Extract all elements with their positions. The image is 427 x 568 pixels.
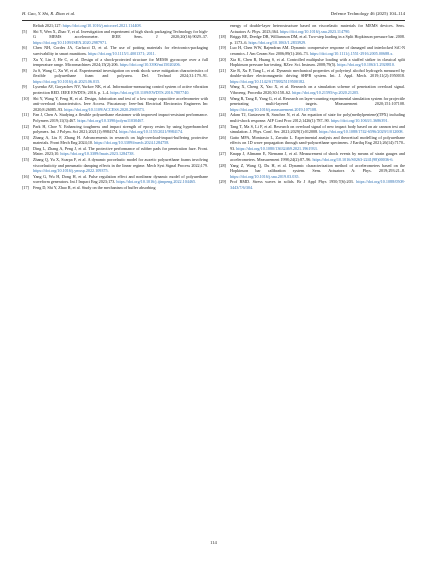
reference-text [230,84,405,95]
reference-text [230,23,405,34]
reference-number: [16] [22,173,29,179]
reference-text [33,45,208,56]
reference-number: [5] [22,28,27,34]
reference-number: [29] [219,179,226,185]
reference-number: [24] [219,112,226,118]
reference-text [33,174,208,185]
reference-entry [22,124,208,135]
reference-body: Shi Y, Wang Y, Feng H, et al. Design, fabrication and test of a low range capacitive accelerometer with anti-overload characteristics. Ieee Access. Piscataway: Ieee-Inst Electrical Electronics Engineers Inc 2020;8:26085–93. [33,95,208,112]
reference-body: Tang T, Ma S, Li F, et al. Research on overload signal of new impact body based on air cannon test and simulation. J. Phys. Conf. Ser. 2021;2029(1):012008. [230,123,405,134]
doi-link[interactable]: https://doi.org/10.1063/1.2928810. [337,62,395,68]
reference-entry [219,135,405,152]
doi-link[interactable]: https://doi.org/10.1115/1.4001371; 2011. [88,50,156,56]
reference-text [33,68,208,85]
reference-entry [22,185,208,191]
reference-text [33,135,208,146]
reference-entry [22,135,208,146]
reference-body: Xu Y, Lin J, He C, et al. Design of a shock-protected structure for MEMS gyroscope over a full temperature range. Micromachines 2024;15(2):206. [33,56,208,68]
reference-number: [19] [219,45,226,51]
doi-link[interactable]: https://doi.org/10.3390/polym11030467. [77,117,145,123]
reference-entry [219,112,405,123]
reference-number: [7] [22,56,27,62]
reference-body: Xia K, Chen R, Huang S, et al. Controlled multipulse loading with a stuffed striker in classical split Hopkinson pressure bar testing. RZev. Sci. Instrum. 2008;79(5). [230,56,405,68]
header-authors: H. Gao, Y. Shi, R. Zhao et al. [22,11,76,16]
reference-text [230,45,405,56]
reference-entry [219,84,405,95]
reference-number: [28] [219,162,226,168]
reference-entry [22,29,208,46]
reference-entry [219,57,405,68]
reference-number: [11] [22,112,29,118]
reference-body: Park H, Choe Y. Enhancing toughness and impact strength of epoxy resins by using hyperbranched polymers. Int. J Polym. Sci 2021;2021(1):9984174. [33,123,208,134]
reference-entry [219,45,405,56]
doi-link[interactable]: https://doi.org/10.1109/ACCESS.2020.2969373. [64,106,145,112]
reference-number: [27] [219,151,226,157]
reference-entry [22,84,208,95]
reference-number: [22] [219,84,226,90]
reference-body: Chen NH, Cordes JA, Carlucci D, et al. The use of potting materials for electronics-packaging survivability in smart munitions. [33,45,208,56]
reference-entry [219,124,405,135]
reference-body: Briggs RE, Dredge DR, Williamson DM, et al. Two-step loading in a Split Hopkinson pressure bar. 2008. p. 1173–6. [230,34,405,45]
reference-body: Xie R, Xu P, Tang L, et al. Dynamic mechanical properties of polyvinyl alcohol hydrogels measured by double-striker electromagnetic driving SHPB system. Int. J. Appl. Mech. 2019;11(2):1950018. [230,67,405,79]
reference-text [33,185,208,191]
reference-text [33,23,208,29]
reference-number: [26] [219,134,226,140]
reference-text [230,151,405,162]
reference-text [230,163,405,180]
doi-link[interactable]: https://doi.org/10.1016/j.ymssp.2022.109375. [33,168,109,174]
page-number: 114 [210,540,217,545]
reference-number: [18] [219,34,226,40]
doi-link[interactable]: https://doi.org/10.3390/mi15020206. [119,62,181,68]
reference-number: [9] [22,84,27,90]
reference-entry [22,57,208,68]
header-divider [22,20,405,21]
reference-entry [219,96,405,113]
reference-entry [219,151,405,162]
reference-entry [22,157,208,174]
page-header [22,11,405,20]
doi-link[interactable]: https://doi.org/10.1016/j.dt.2023.06.015. [33,78,101,84]
doi-link[interactable]: https://doi.org/10.1063/1.2833929. [248,39,307,45]
doi-link[interactable]: https://doi.org/10.1016/j.measurement.2019.107108. [230,106,318,112]
doi-link[interactable]: https://doi.org/10.1088/0508-3443/7/6/304. [230,179,405,190]
reference-number: [21] [219,67,226,73]
reference-body: Zhang A, Liu F, Zhang H. Advancements in research on high-overload-impact-buffering protective materials. Front Mech Eng 2024;10. [33,134,208,146]
reference-text [33,112,208,123]
doi-link[interactable]: https://doi.org/10.1016/j.microrel.2021.114408. [62,23,142,28]
reference-body: Knapp J, Altmann E, Niemann J, et al. Measurement of shock events by means of strain gauges and accelerometers. Measurement 1998;24(2):87–96. [230,151,405,162]
reference-text [33,84,208,95]
reference-text [33,157,208,174]
reference-entry [219,163,405,180]
reference-entry [22,146,208,157]
doi-link[interactable]: https://doi.org/10.1142/S1758825119500182. [230,78,306,84]
reference-number: [6] [22,45,27,51]
doi-link[interactable]: https://doi.org/10.3389/fmech.2024.1284758. [94,140,170,146]
doi-link[interactable]: https://doi.org/10.1109/EWDTS.2016.7807740. [110,89,190,95]
reference-number: [14] [22,145,29,151]
doi-link[interactable]: https://doi.org/10.1080/13632469.2021.1961933. [236,145,318,151]
reference-body: Fan J, Chen A. Studying a flexible polyurethane elastomer with improved impact-resistant performance. Polymers 2019;11(3):467. [33,112,208,123]
reference-text [230,179,405,190]
reference-body: Lysenko AV, Goryachev NV, Yurkov NK, et al. Information-measuring control system of active vibration protection RED. IEEE EWDTS; 2016. p. 1–4. [33,84,208,95]
reference-text [33,29,208,46]
reference-text [230,68,405,85]
reference-body: Prof RMD. Stress waves in solids. Br J Appl Phys 1950;7(6):203. [230,179,357,185]
journal-citation: Defence Technology 46 (2025) 104–114 [330,11,405,16]
reference-body: Luo H, Chen WW, Rajendran AM. Dynamic compressive response of damaged and interlocked SiC-N ceramics. J Am Ceram Soc 2006;89(1):266–73. [230,45,405,56]
doi-link[interactable]: https://doi.org/10.3389/fmats.2023.1284738. [60,151,135,157]
reference-number: [20] [219,56,226,62]
reference-text [230,135,405,152]
doi-link[interactable]: https://doi.org/10.1016/S0263-2241(98)00036-6. [312,156,394,162]
reference-text [33,57,208,68]
reference-body: Yang G, Wu H, Dong H, et al. Pulse regulation effect and nonlinear dynamic model of polyurethane waveform generators. Int J Impact Eng 2023;173. [33,173,208,185]
doi-link[interactable]: https://doi.org/10.1016/j.sna.2019.03.035. [230,173,300,179]
reference-entry [219,179,405,190]
right-column [219,23,405,191]
reference-text [33,96,208,113]
left-column [22,23,208,191]
reference-body: Ding L, Zhang A, Peng J, et al. The protective performance of rubber pads for penetration fuze. Front. Mater. 2023;10. [33,145,208,157]
doi-link[interactable]: https://doi.org/10.1155/2021/9984174. [119,129,184,134]
reference-body: Yang Z, Wang Q, Du H, et al. Dynamic characterization method of accelerometers based on the Hopkinson bar calibration system. Sens. Actuators A: Phys. 2019;293:21–8. [230,162,405,174]
reference-text [230,96,405,113]
doi-link[interactable]: https://doi.org/10.1088/1742-6596/2029/1/012008. [319,129,404,134]
reference-body: Adam TJ, Gustavsen R, Sanchez N, et al. An equation of state for poly(methylpentene)(TPX) including multi-shock response. AIP Conf Proc 2012;1426(1):787–90. [230,112,405,123]
reference-body: energy of double-layer heterostructure based on viscoelastic materials for MEMS devices. Sens. Actuators A: Phys. 2023;364. [230,23,405,34]
doi-link[interactable]: https://doi.org/10.1016/j.ijimpeng.2022.104465. [116,179,197,185]
reference-body: Reliab 2021;127: [33,23,63,28]
reference-number: [8] [22,67,27,73]
reference-number: [25] [219,123,226,129]
reference-entry [219,68,405,85]
reference-number: [17] [22,184,29,190]
header-journal [331,11,405,16]
reference-entry [22,112,208,123]
reference-entry [219,23,405,34]
doi-link[interactable]: https://doi.org/10.1111/j.1551-2916.2005.00688.x. [309,50,394,56]
reference-number: [10] [22,95,29,101]
reference-entry [22,45,208,56]
reference-columns [22,23,405,191]
reference-text [33,146,208,157]
reference-entry [22,23,208,29]
reference-entry [22,96,208,113]
reference-entry [22,68,208,85]
doi-link[interactable]: https://doi.org/10.1063/1.3686391. [330,117,389,123]
reference-body: Ju S, Wang C, Xu W, et al. Experimental investigation on weak shock wave mitigation characteristics of flexible polyurethane foam and polyurea. Def. Technol 2024;31:179–91. [33,67,208,79]
reference-body: Feng D, Shi Y, Zhao R, et al. Study on the mechanism of buffer absorbing [33,184,156,190]
reference-body: Gatto MPA, Montrasio L, Zavatto L. Experimental analysis and theoretical modelling of polyurethane effects on 1D wave propagation through sand-polyurethane specimens. J Earthq Eng 2021;26(14):7170–93. [230,134,405,151]
doi-link[interactable]: https://doi.org/10.21595/vp.2020.21205. [292,89,360,95]
reference-entry [219,34,405,45]
reference-number: [13] [22,134,29,140]
reference-body: Wang R, Tang E, Yang G, et al. Research on layer-counting experimental simulation system for projectile penetrating multi-layered targets. Measurement 2020;151:107108. [230,95,405,107]
reference-text [230,34,405,45]
reference-text [33,124,208,135]
reference-number: [15] [22,157,29,163]
reference-entry [22,174,208,185]
reference-number: [23] [219,95,226,101]
reference-number: [12] [22,123,29,129]
reference-body: Zhang Q, Yu X, Scarpa F, et al. A dynamic poroelastic model for auxetic polyurethane foams involving viscoelasticity and pneumatic damping effects in the linear regime. Mech Syst Signal Process 2022;179. [33,157,208,168]
reference-text [230,124,405,135]
reference-text [230,112,405,123]
reference-body: Shi Y, Wen X, Zhao Y, et al. Investigation and experiment of high shock packaging Technology for high-G MEMS accelerometer. IEEE Sens. J 2020;20(16):9029–37. [33,28,208,40]
doi-link[interactable]: https://doi.org/10.1016/j.sna.2023.114790. [279,28,351,34]
reference-text [230,57,405,68]
doi-link[interactable]: https://doi.org/10.1109/JSEN.2020.2987971. [33,39,108,45]
reference-body: Wang X, Cheng X, Yao X, et al. Research on a simulation scheme of penetration overload signal. Vibroeng. Procedia 2020;30:158–62. [230,84,405,95]
